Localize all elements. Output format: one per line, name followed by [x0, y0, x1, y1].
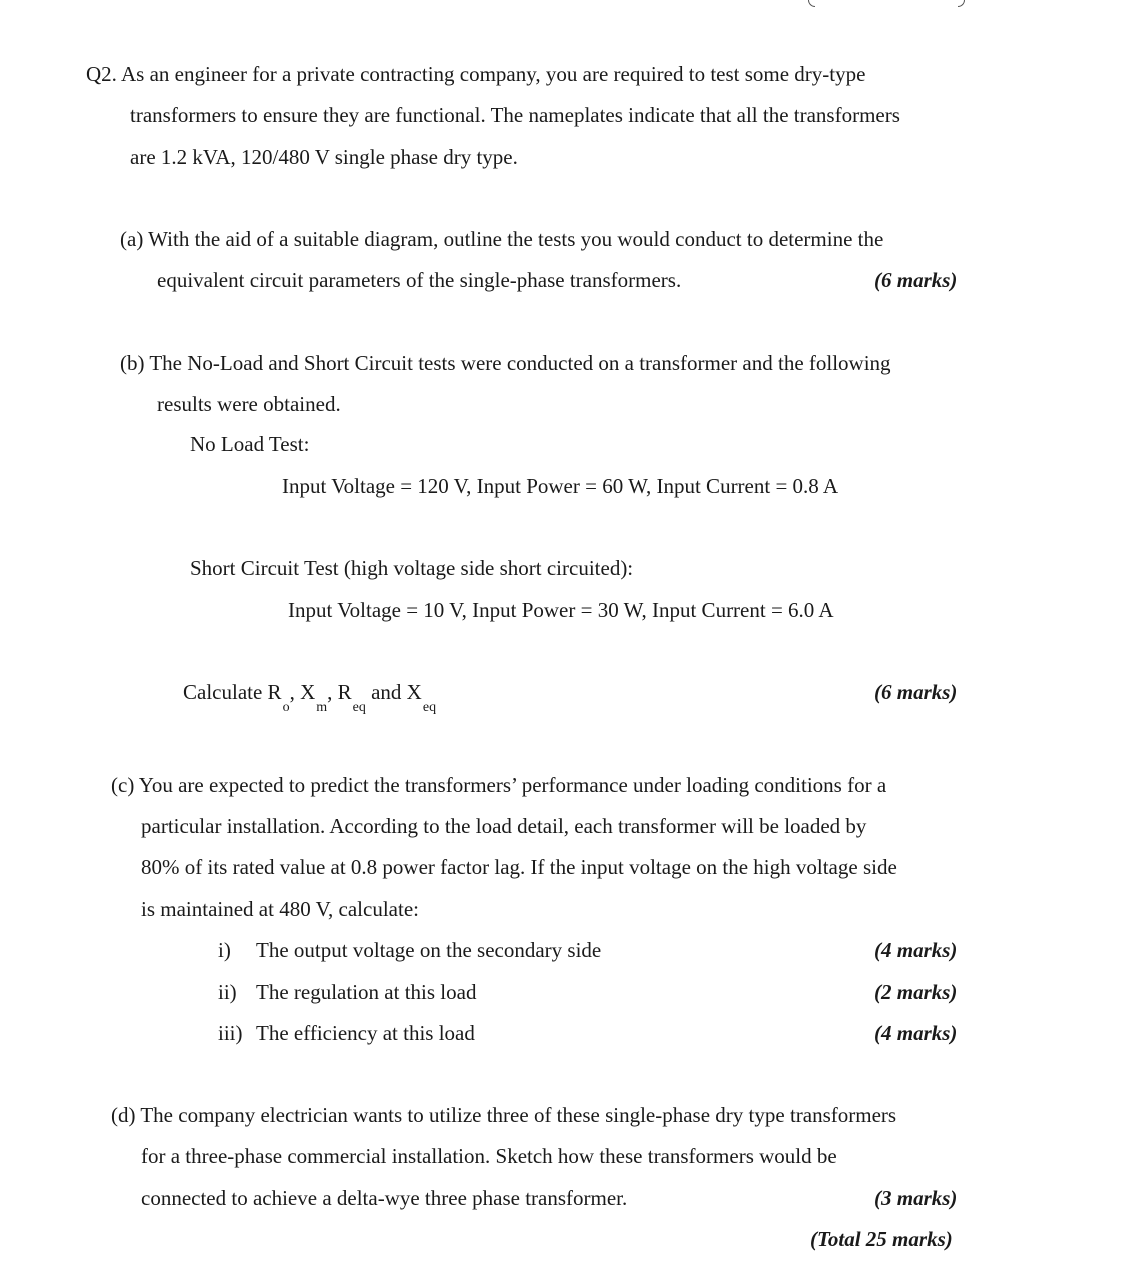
sub-m: m — [316, 700, 328, 715]
part-c-line-1: (c) You are expected to predict the transformers’ performance under loading conditions for a — [111, 773, 887, 797]
calc-and: and X — [365, 680, 422, 704]
noload-heading: No Load Test: — [190, 432, 310, 456]
part-c-item-1-num: i) — [218, 938, 231, 962]
sc-heading: Short Circuit Test (high voltage side short circuited): — [190, 556, 634, 580]
part-a-marks: (6 marks) — [874, 268, 958, 292]
part-c-line-2: particular installation. According to the load detail, each transformer will be loaded by — [141, 814, 867, 838]
noload-values: Input Voltage = 120 V, Input Power = 60 W, Input Current = 0.8 A — [282, 474, 839, 498]
part-a-line-1: (a) With the aid of a suitable diagram, outline the tests you would conduct to determine the — [120, 227, 884, 251]
part-d-line-1: (d) The company electrician wants to utilize three of these single-phase dry type transformers — [111, 1103, 897, 1127]
sub-eq-2: eq — [422, 700, 437, 715]
part-c-item-1-marks: (4 marks) — [874, 938, 958, 962]
part-d-marks: (3 marks) — [874, 1186, 958, 1210]
cropped-bracket-right — [958, 0, 965, 7]
sc-values: Input Voltage = 10 V, Input Power = 30 W, Input Current = 6.0 A — [288, 598, 834, 622]
part-c-line-4: is maintained at 480 V, calculate: — [141, 897, 419, 921]
calculate-line — [183, 680, 437, 715]
part-c-item-2-num: ii) — [218, 980, 237, 1004]
total-marks: (Total 25 marks) — [810, 1227, 953, 1251]
part-d-line-3: connected to achieve a delta-wye three phase transformer. — [141, 1186, 628, 1210]
calc-x: , X — [289, 680, 316, 704]
part-c-item-3-text: The efficiency at this load — [256, 1021, 475, 1045]
part-c-item-3-marks: (4 marks) — [874, 1021, 958, 1045]
part-b-line-1: (b) The No-Load and Short Circuit tests were conducted on a transformer and the following — [120, 351, 891, 375]
q2-line-1: Q2. As an engineer for a private contracting company, you are required to test some dry-type — [86, 62, 866, 86]
q2-line-3: are 1.2 kVA, 120/480 V single phase dry type. — [130, 145, 518, 169]
sub-eq-1: eq — [352, 700, 366, 715]
calc-r: , R — [327, 680, 352, 704]
part-d-line-2: for a three-phase commercial installation. Sketch how these transformers would be — [141, 1144, 837, 1168]
calc-prefix: Calculate R — [183, 680, 282, 704]
part-c-item-1-text: The output voltage on the secondary side — [256, 938, 602, 962]
part-c-item-2-text: The regulation at this load — [256, 980, 477, 1004]
cropped-bracket-left — [808, 0, 815, 7]
part-b-line-2: results were obtained. — [157, 392, 341, 416]
part-c-item-3-num: iii) — [218, 1021, 243, 1045]
part-c-item-2-marks: (2 marks) — [874, 980, 958, 1004]
part-a-line-2: equivalent circuit parameters of the single-phase transformers. — [157, 268, 682, 292]
q2-line-2: transformers to ensure they are functional. The nameplates indicate that all the transformers — [130, 103, 900, 127]
part-b-marks: (6 marks) — [874, 680, 958, 704]
part-c-line-3: 80% of its rated value at 0.8 power factor lag. If the input voltage on the high voltage side — [141, 855, 897, 879]
sub-o: o — [282, 700, 290, 715]
